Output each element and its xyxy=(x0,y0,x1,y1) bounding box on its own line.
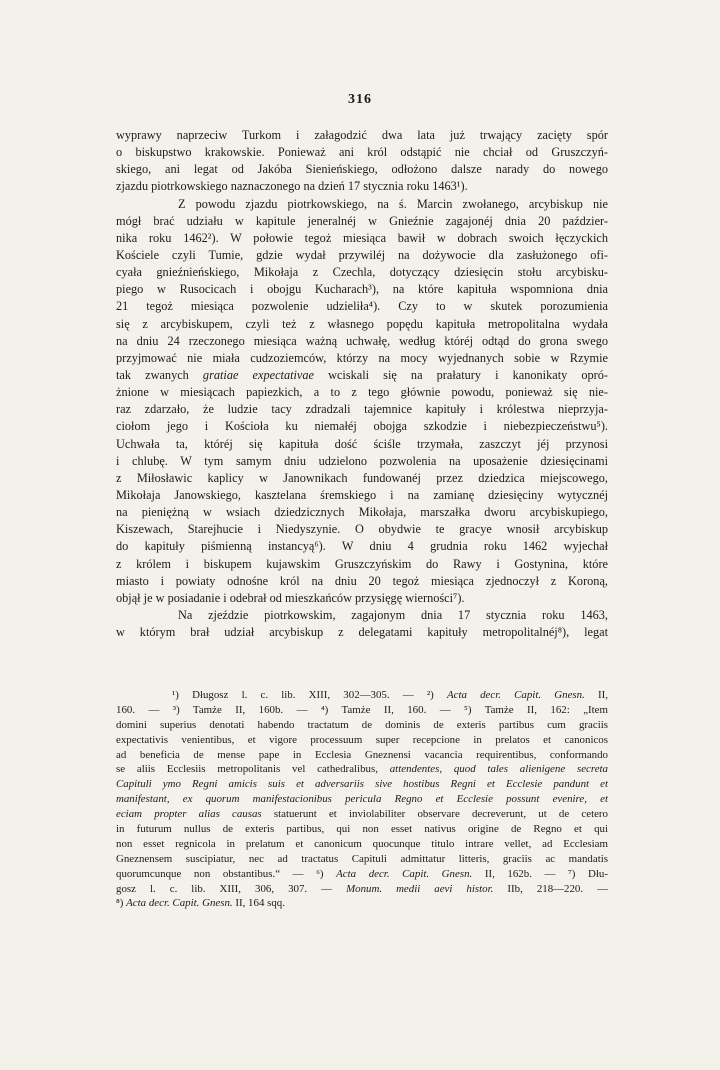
text-line: Kościele czyli Tumie, gdzie wydał przywiléj na dożywocie dla zasłużonego ofi- xyxy=(116,247,608,262)
text-line: o biskupstwo krakowskie. Ponieważ ani król odstąpić nie chciał od Gruszczyń- xyxy=(116,145,608,160)
text-line: piego w Rusocicach i obojgu Kucharach³), na które kapituła wspomniona dnia xyxy=(116,282,608,297)
text-line: nika roku 1462²). W połowie tegoż miesiąca bawił w dobrach swoich łęczyckich xyxy=(116,230,608,245)
footnote-line: ad beneficia de mense pape in Ecclesia Gneznensi vacancia requirentibus, conformando xyxy=(116,748,608,761)
footnote-line: se aliis Ecclesiis metropolitanis vel cathedralibus, attendentes, quod tales alienigene secreta xyxy=(116,763,608,776)
text-line: wyprawy naprzeciw Turkom i załagodzić dwa lata już trwający zacięty spór xyxy=(116,128,608,142)
footnote-line: domini superius denotati habendo tractatum de dominis de exteris partibus cum graciis xyxy=(116,718,608,731)
text-line: Na zjeździe piotrkowskim, zagajonym dnia 17 stycznia roku 1463, xyxy=(178,607,608,622)
text-line: przyjmować nie miała cudzoziemców, którzy na mocy wyjednanych sobie w Rzymie xyxy=(116,350,608,365)
text-line: tak zwanych gratiae expectativae wciskali się na prałatury i kanonikaty opró- xyxy=(116,367,608,382)
text-line: do kapituły piśmienną instancyą⁶). W dniu 4 grudnia roku 1462 wyjechał xyxy=(116,539,608,554)
footnotes xyxy=(116,688,608,911)
text-line: skiego, ani legat od Jakóba Sienieńskiego, odłożono dalsze narady do nowego xyxy=(116,162,608,177)
footnote-line: Capituli ymo Regni amicis suis et adversariis sive hostibus Regni et Ecclesie pandunt et xyxy=(116,778,608,791)
text-line: i chlubę. W tym samym dniu udzielono pozwolenia na uposażenie dziesięcinami xyxy=(116,453,608,468)
text-line: się z arcybiskupem, czyli też z własnego popędu kapituła metropolitalna wydała xyxy=(116,316,608,331)
text-line: cyała gnieźnieńskiego, Mikołaja z Czechla, dotyczący dziesięcin stołu arcybisku- xyxy=(116,265,608,280)
footnote-line: manifestant, ex quorum manifestacionibus pericula Regno et Ecclesie possunt evenire, et xyxy=(116,793,608,806)
text-line: objął je w posiadanie i odebrał od mieszkańców przysięgę wierności⁷). xyxy=(116,590,465,605)
footnote-line: eciam propter alias causas statuerunt et inviolabiliter observare decreverunt, ut de cetero xyxy=(116,808,608,821)
text-line: Kiszewach, Starejhucie i Niedyszynie. O obydwie te gracye wnosił arcybiskup xyxy=(116,522,608,537)
text-line: na dniu 24 rzeczonego miesiąca ważną uchwałę, według któréj odtąd do grona swego xyxy=(116,333,608,348)
text-line: 21 tegoż miesiąca pozwolenie udzieliła⁴). Czy to w skutek porozumienia xyxy=(116,299,608,314)
footnote-line: gosz l. c. lib. XIII, 306, 307. — Monum. medii aevi histor. IIb, 218—220. — xyxy=(116,882,608,895)
text-line: Z powodu zjazdu piotrkowskiego, na ś. Marcin zwołanego, arcybiskup nie xyxy=(178,196,608,211)
text-line: mógł brać udziału w kapitule jeneralnéj w Gnieźnie zagajonéj dnia 20 paździer- xyxy=(116,213,608,228)
text-line: ciołom jego i Kościoła ku niemałéj obojga szkodzie i niebezpieczeństwu⁵). xyxy=(116,419,608,434)
text-line: Uchwała ta, któréj się kapituła dość ściśle trzymała, zaszczyt jéj przynosi xyxy=(116,436,608,451)
main-text xyxy=(116,127,608,641)
footnote-line: Gneznensem suscipiatur, nec ad tractatus Capituli admittatur litteris, graciis ac mandatis xyxy=(116,852,608,865)
footnote-line: ⁸) Acta decr. Capit. Gnesn. II, 164 sqq. xyxy=(116,897,285,910)
text-line: na pieniężną w wsiach dziedzicznych Mikołaja, marszałka dworu arcybiskupiego, xyxy=(116,505,608,520)
text-line: Mikołaja Janowskiego, kasztelana śremskiego i na zamianę dziesięciny wytycznéj xyxy=(116,487,608,502)
footnote-line: in futurum nullus de exteris partibus, qui non esset nativus origine de Regno et qui xyxy=(116,823,608,836)
text-line: z Miłosławic kaplicy w Janownikach fundowanéj przez dziedzica miejscowego, xyxy=(116,470,608,485)
footnote-line: non esset regnicola in prelatum et canonicum quocunque titulo intrare vellet, ad Ecclesiam xyxy=(116,837,608,850)
footnote-line: 160. — ³) Tamże II, 160b. — ⁴) Tamże II, 160. — ⁵) Tamże II, 162: „Item xyxy=(116,703,608,716)
text-line: miasto i powiaty odnośne król na dniu 20 tegoż miesiąca zjednoczył z Koroną, xyxy=(116,573,608,588)
text-line: żnione w miesiącach papiezkich, a to z tego głównie powodu, ponieważ się nie- xyxy=(116,385,608,400)
text-line: z królem i biskupem kujawskim Gruszczyńskim do Rawy i Gostynina, które xyxy=(116,556,608,571)
text-line: raz zdarzało, że ludzie tacy zdradzali tajemnice kapituły i królestwa nieprzyja- xyxy=(116,402,608,417)
page-number: 316 xyxy=(348,92,372,107)
footnote-line: quorumcunque non obstantibus.“ — ⁶) Acta decr. Capit. Gnesn. II, 162b. — ⁷) Dłu- xyxy=(116,867,608,880)
text-line: w którym brał udział arcybiskup z delegatami kapituły metropolitalnéj⁸), legat xyxy=(116,625,608,640)
footnote-line: expectativis venientibus, et vigore processuum super recepcione in prelatos et canonicos xyxy=(116,733,608,746)
text-line: zjazdu piotrkowskiego naznaczonego na dzień 17 stycznia roku 1463¹). xyxy=(116,179,468,194)
footnote-line: ¹) Długosz l. c. lib. XIII, 302—305. — ²) Acta decr. Capit. Gnesn. II, xyxy=(172,689,608,701)
